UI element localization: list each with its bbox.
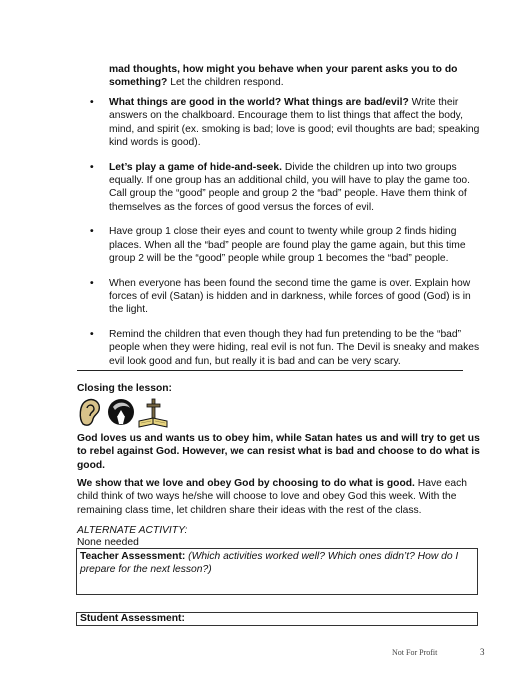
alternate-activity [77,525,482,550]
page-number: 3 [480,647,485,657]
bible-cross-icon [139,399,167,427]
list-item-text: Remind the children that even though they had fun pretending to be the “bad” people when they were hiding, real evil is not fun. The Devil is sneaky and makes evil look good and fun, but really it is bad and can be very scary. [109,329,480,367]
bullet-icon: • [90,226,94,238]
closing-title-text: Closing the lesson: [77,383,172,394]
closing-title [77,382,482,395]
lead-paragraph [109,63,481,90]
lead-bold: mad thoughts, how might you behave when your parent asks you to do something? [109,64,458,89]
list-item-text: Divide the children up into two groups equally. If one group has an additional child, you will have to play the game too. Call group the “good” people and group 2 the “bad” people. Have them think of themselves as the forces of good versus the forces of evil. [109,161,471,213]
student-assessment-box[interactable] [76,612,478,626]
footer-text: Not For Profit [392,648,438,657]
bullet-icon: • [90,161,94,173]
alternate-activity-value: None needed [77,537,139,549]
student-assessment-label: Student Assessment: [80,613,185,624]
list-item [88,161,482,214]
closing-icons [77,397,173,429]
closing-paragraph-1-text: God loves us and wants us to obey him, while Satan hates us and will try to get us to rebel against God. However, we can resist what is bad and choose to do what is good. [77,433,480,471]
list-item-text: Have group 1 close their eyes and count to twenty while group 2 finds hiding places. When all the “bad” people are found play the game again, but this time group 2 will be the “good” people while group 1 becomes the “bad” people. [109,226,466,264]
list-item-text: Write their answers on the chalkboard. Encourage them to list things that affect the body, mind, and spirit (ex. smoking is bad; love is good; evil thoughts are bad; speaking kind words is good). [109,97,480,148]
lead-rest: Let the children respond. [167,77,284,89]
activity-list [88,96,482,380]
teacher-assessment-label: Teacher Assessment: [80,551,186,562]
list-item [88,225,482,265]
teacher-assessment-question: (Which activities worked well? Which ones didn’t? How do I prepare for the next lesson?) [80,551,459,576]
list-item [88,96,482,149]
section-divider [77,370,463,371]
praying-hands-icon [108,399,134,426]
closing-paragraph-1 [77,432,482,472]
list-item [88,328,482,368]
closing-paragraph-2-bold: We show that we love and obey God by choosing to do what is good. [77,478,415,489]
bullet-icon: • [90,329,94,341]
closing-paragraph-2-text: Have each child think of two ways he/she will choose to love and obey God this week. With the remaining class time, let children share their ideas with the rest of the class. [77,478,468,516]
teacher-assessment-box[interactable] [76,548,478,595]
list-item [88,277,482,317]
alternate-activity-title: ALTERNATE ACTIVITY: [77,525,188,536]
list-item-bold: Let’s play a game of hide-and-seek. [109,161,283,173]
list-item-bold: What things are good in the world? What things are bad/evil? [109,97,409,108]
closing-paragraph-2 [77,477,482,517]
bullet-icon: • [90,97,94,108]
ear-icon [80,400,99,426]
list-item-text: When everyone has been found the second time the game is over. Explain how forces of evil (Satan) is hidden and in darkness, while forces of good (God) is in the light. [109,277,471,316]
bullet-icon: • [90,277,94,289]
